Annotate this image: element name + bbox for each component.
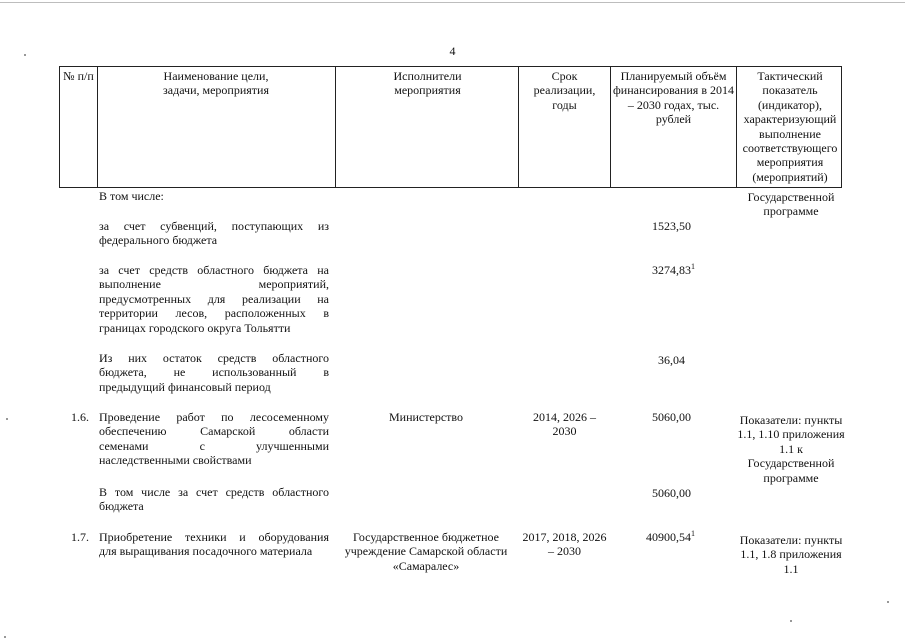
amount: 40900,54$^1$ bbox=[646, 529, 695, 544]
footnote-mark: 1 bbox=[691, 262, 695, 271]
col-divider bbox=[610, 66, 611, 188]
header-name: Наименование цели, задачи, мероприятия bbox=[163, 69, 269, 98]
indicator: Показатели: пункты 1.1, 1.10 приложения 1.1 к Государственной программе bbox=[737, 413, 845, 485]
header-financing: Планируемый объём финансирования в 2014 – 2030 годах, тыс. рублей bbox=[613, 69, 734, 127]
header-term: Срок реализации, годы bbox=[533, 69, 596, 112]
scan-speck bbox=[6, 418, 8, 420]
col-divider bbox=[736, 66, 737, 188]
executor: Государственное бюджетное учреждение Самарской области «Самаралес» bbox=[344, 530, 508, 573]
header-num: № п/п bbox=[63, 69, 94, 83]
amount: 5060,00 bbox=[652, 410, 691, 424]
scan-top-edge bbox=[0, 2, 905, 3]
term: 2014, 2026 – 2030 bbox=[533, 410, 596, 439]
header-indicator: Тактический показатель (индикатор), характеризующий выполнение соответствующего мероприятия (мероприятий) bbox=[742, 69, 838, 184]
term: 2017, 2018, 2026 – 2030 bbox=[522, 530, 607, 559]
amount: 36,04 bbox=[658, 353, 685, 367]
amount: 3274,83$^1$ bbox=[652, 262, 695, 277]
col-divider bbox=[97, 66, 98, 188]
row-incl-label: В том числе: bbox=[99, 189, 164, 203]
amount: 1523,50 bbox=[652, 219, 691, 233]
scan-speck bbox=[24, 54, 26, 56]
scan-speck bbox=[887, 601, 889, 603]
footnote-mark: 1 bbox=[691, 529, 695, 538]
row-number: 1.6. bbox=[71, 410, 89, 424]
indicator: Показатели: пункты 1.1, 1.8 приложения 1.1 bbox=[739, 533, 843, 576]
page-number: 4 bbox=[449, 44, 456, 58]
scan-speck bbox=[4, 636, 6, 638]
col-divider bbox=[518, 66, 519, 188]
executor: Министерство bbox=[389, 410, 463, 424]
header-executors: Исполнители мероприятия bbox=[393, 69, 462, 98]
row-number: 1.7. bbox=[71, 530, 89, 544]
scan-speck bbox=[790, 620, 792, 622]
indicator-continuation: Государственной программе bbox=[747, 190, 835, 219]
col-divider bbox=[335, 66, 336, 188]
amount: 5060,00 bbox=[652, 486, 691, 500]
